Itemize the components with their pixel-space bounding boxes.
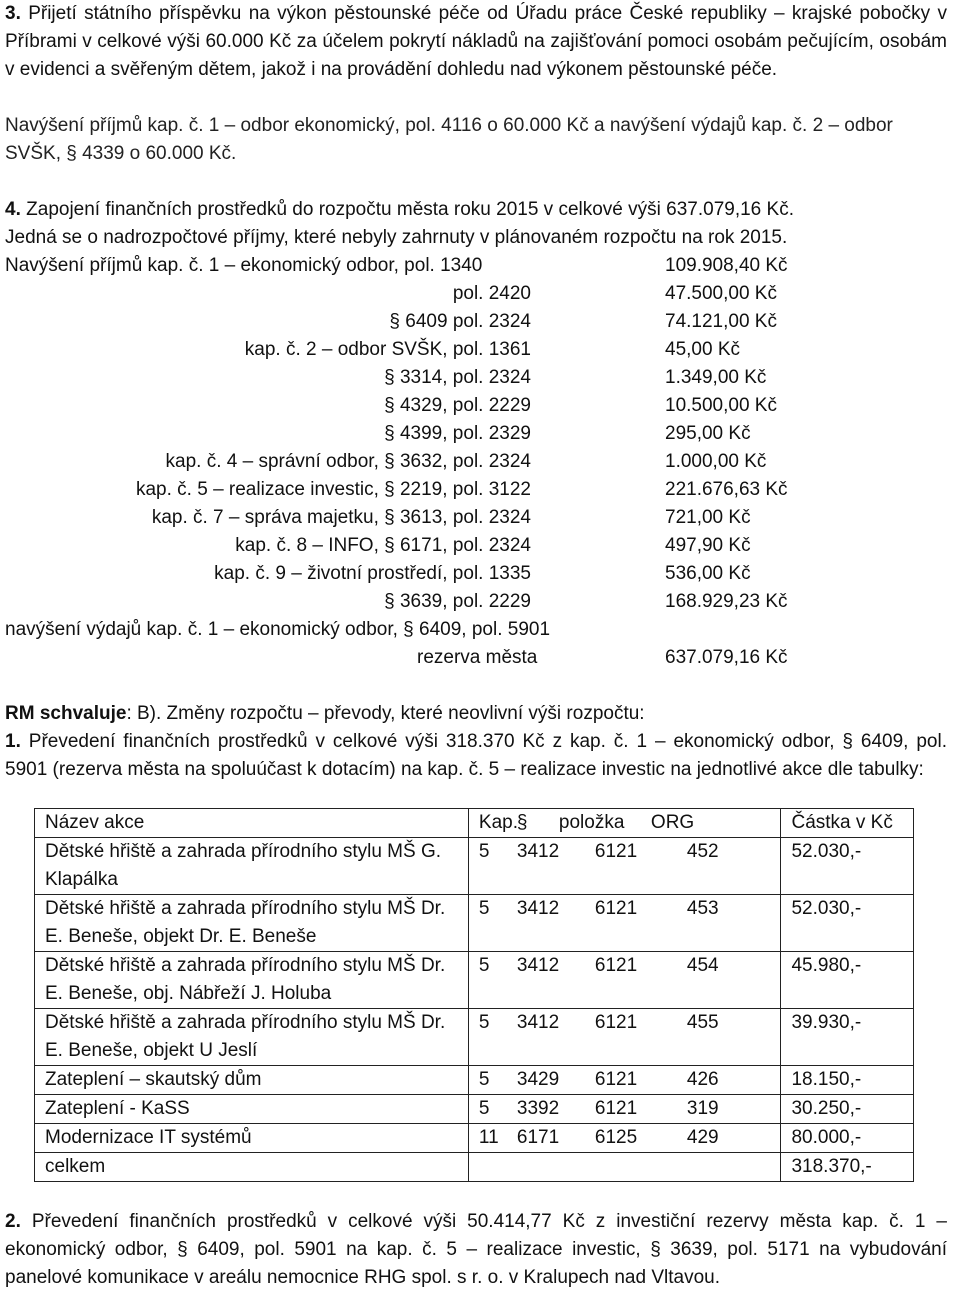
ledger-label: kap. č. 7 – správa majetku, § 3613, pol. 2324 [151,507,531,528]
ledger-amount: 536,00 Kč [665,563,751,584]
row-kap: 5 [478,1012,490,1033]
header-codes [468,809,781,838]
akce-table [34,808,914,1182]
ledger-label: § 4329, pol. 2229 [384,395,531,416]
row-name: Modernizace IT systémů [35,1124,469,1153]
total-label: celkem [35,1153,469,1182]
row-kap: 11 [478,1127,499,1148]
row-pol: 6121 [594,898,638,919]
ledger-amount: 497,90 Kč [665,535,751,556]
row-par: 3412 [516,1012,560,1033]
table-row [35,895,914,952]
row-name: Dětské hřiště a zahrada přírodního stylu MŠ Dr. E. Beneše, obj. Nábřeží J. Holuba [35,952,469,1009]
header-org: ORG [650,812,695,833]
section4-text: Zapojení finančních prostředků do rozpočtu města roku 2015 v celkové výši 637.079,16 Kč. [26,199,794,220]
ledger-label: kap. č. 4 – správní odbor, § 3632, pol. 2324 [165,451,531,472]
section4-number: 4. [5,199,21,220]
reserve-amount: 637.079,16 Kč [665,647,788,668]
item2-number: 2. [5,1211,21,1232]
row-pol: 6121 [594,955,638,976]
ledger-amount: 1.349,00 Kč [665,367,767,388]
section3-note: Navýšení příjmů kap. č. 1 – odbor ekonomický, pol. 4116 o 60.000 Kč a navýšení výdajů kap. č. 2 – odbor SVŠK, § 4339 o 60.000 Kč. [5,115,893,164]
total-codes-empty [468,1153,781,1182]
header-name: Název akce [35,809,469,838]
ledger-amount: 168.929,23 Kč [665,591,788,612]
ledger-amount: 1.000,00 Kč [665,451,767,472]
row-org: 429 [686,1127,719,1148]
ledger-label: kap. č. 9 – životní prostředí, pol. 1335 [214,563,531,584]
ledger-label: kap. č. 5 – realizace investic, § 2219, pol. 3122 [135,479,531,500]
ledger-label: kap. č. 2 – odbor SVŠK, pol. 1361 [244,339,531,360]
ledger-amount: 721,00 Kč [665,507,751,528]
ledger-label: § 4399, pol. 2329 [384,423,531,444]
row-codes [468,1066,781,1095]
table-row [35,1066,914,1095]
row-codes [468,1124,781,1153]
item2-text: Převedení finančních prostředků v celkové výši 50.414,77 Kč z investiční rezervy města kap. č. 1 – ekonomický odbor, § 6409, pol. 5901 na kap. č. 5 – realizace investic, § 3639, pol. 5171 na vybudování panelové komunikace v areálu nemocnice RHG spol. s r. o. v Kralupech nad Vltavou. [5,1211,947,1288]
row-org: 453 [686,898,719,919]
table-row [35,1009,914,1066]
row-name: Zateplení - KaSS [35,1095,469,1124]
item1-number: 1. [5,731,21,752]
table-header-row [35,809,914,838]
row-name: Dětské hřiště a zahrada přírodního stylu MŠ G. Klapálka [35,838,469,895]
row-codes [468,895,781,952]
row-kap: 5 [478,955,490,976]
row-amount: 18.150,- [781,1066,914,1095]
table-row [35,1124,914,1153]
row-codes [468,838,781,895]
table-row [35,838,914,895]
row-pol: 6121 [594,841,638,862]
rm-line [5,700,947,728]
row-kap: 5 [478,1098,490,1119]
header-pol: položka [558,812,625,833]
row-kap: 5 [478,841,490,862]
ledger-label: § 6409 pol. 2324 [389,311,531,332]
row-org: 452 [686,841,719,862]
rm-rest: : B). Změny rozpočtu – převody, které neovlivní výši rozpočtu: [126,703,645,724]
row-pol: 6121 [594,1012,638,1033]
row-par: 3392 [516,1098,560,1119]
table-total-row [35,1153,914,1182]
row-name: Zateplení – skautský dům [35,1066,469,1095]
header-par: § [516,812,528,833]
row-par: 3412 [516,955,560,976]
row-org: 455 [686,1012,719,1033]
row-codes [468,1095,781,1124]
row-amount: 52.030,- [781,895,914,952]
row-par: 6171 [516,1127,560,1148]
row-codes [468,1009,781,1066]
row-amount: 45.980,- [781,952,914,1009]
header-kap: Kap. [478,812,519,833]
ledger-amount: 45,00 Kč [665,339,740,360]
row-pol: 6125 [594,1127,638,1148]
ledger-label: § 3639, pol. 2229 [384,591,531,612]
row-amount: 30.250,- [781,1095,914,1124]
row-org: 426 [686,1069,719,1090]
header-amount: Částka v Kč [781,809,914,838]
row-pol: 6121 [594,1098,638,1119]
ledger-amount: 47.500,00 Kč [665,283,777,304]
ledger-label: Navýšení příjmů kap. č. 1 – ekonomický odbor, pol. 1340 [5,255,483,276]
section3-text: Přijetí státního příspěvku na výkon pěstounské péče od Úřadu práce České republiky – krajské pobočky v Příbrami v celkové výši 60.000 Kč za účelem pokrytí nákladů na zajišťování pomoci osobám pečujícím, osobám v evidenci a svěřeným dětem, jakož i na provádění dohledu nad výkonem pěstounské péče. [5,3,947,80]
row-par: 3412 [516,841,560,862]
row-kap: 5 [478,1069,490,1090]
ledger-amount: 109.908,40 Kč [665,255,788,276]
ledger-amount: 295,00 Kč [665,423,751,444]
table-row [35,952,914,1009]
row-org: 319 [686,1098,719,1119]
expense-label: navýšení výdajů kap. č. 1 – ekonomický odbor, § 6409, pol. 5901 [5,619,551,640]
row-pol: 6121 [594,1069,638,1090]
section3-paragraph [5,0,947,84]
section3-number: 3. [5,3,21,24]
row-amount: 52.030,- [781,838,914,895]
ledger-label: kap. č. 8 – INFO, § 6171, pol. 2324 [235,535,531,556]
row-name: Dětské hřiště a zahrada přírodního stylu MŠ Dr. E. Beneše, objekt U Jeslí [35,1009,469,1066]
row-codes [468,952,781,1009]
row-name: Dětské hřiště a zahrada přírodního stylu MŠ Dr. E. Beneše, objekt Dr. E. Beneše [35,895,469,952]
item2-paragraph [5,1208,947,1292]
ledger-amount: 10.500,00 Kč [665,395,777,416]
row-par: 3429 [516,1069,560,1090]
row-amount: 80.000,- [781,1124,914,1153]
row-org: 454 [686,955,719,976]
row-par: 3412 [516,898,560,919]
total-amount: 318.370,- [781,1153,914,1182]
section4-heading [5,196,947,224]
ledger-amount: 74.121,00 Kč [665,311,777,332]
section4-note: Jedná se o nadrozpočtové příjmy, které nebyly zahrnuty v plánovaném rozpočtu na rok 2015. [5,227,788,248]
table-row [35,1095,914,1124]
ledger-label: pol. 2420 [452,283,531,304]
row-amount: 39.930,- [781,1009,914,1066]
ledger-label: § 3314, pol. 2324 [384,367,531,388]
item1-text: Převedení finančních prostředků v celkové výši 318.370 Kč z kap. č. 1 – ekonomický odbor, § 6409, pol. 5901 (rezerva města na spoluúčast k dotacím) na kap. č. 5 – realizace investic na jednotlivé akce dle tabulky: [5,731,947,780]
ledger-amount: 221.676,63 Kč [665,479,788,500]
item1-paragraph [5,728,947,784]
row-kap: 5 [478,898,490,919]
reserve-label: rezerva města [417,647,538,668]
rm-bold: RM schvaluje [5,703,127,724]
